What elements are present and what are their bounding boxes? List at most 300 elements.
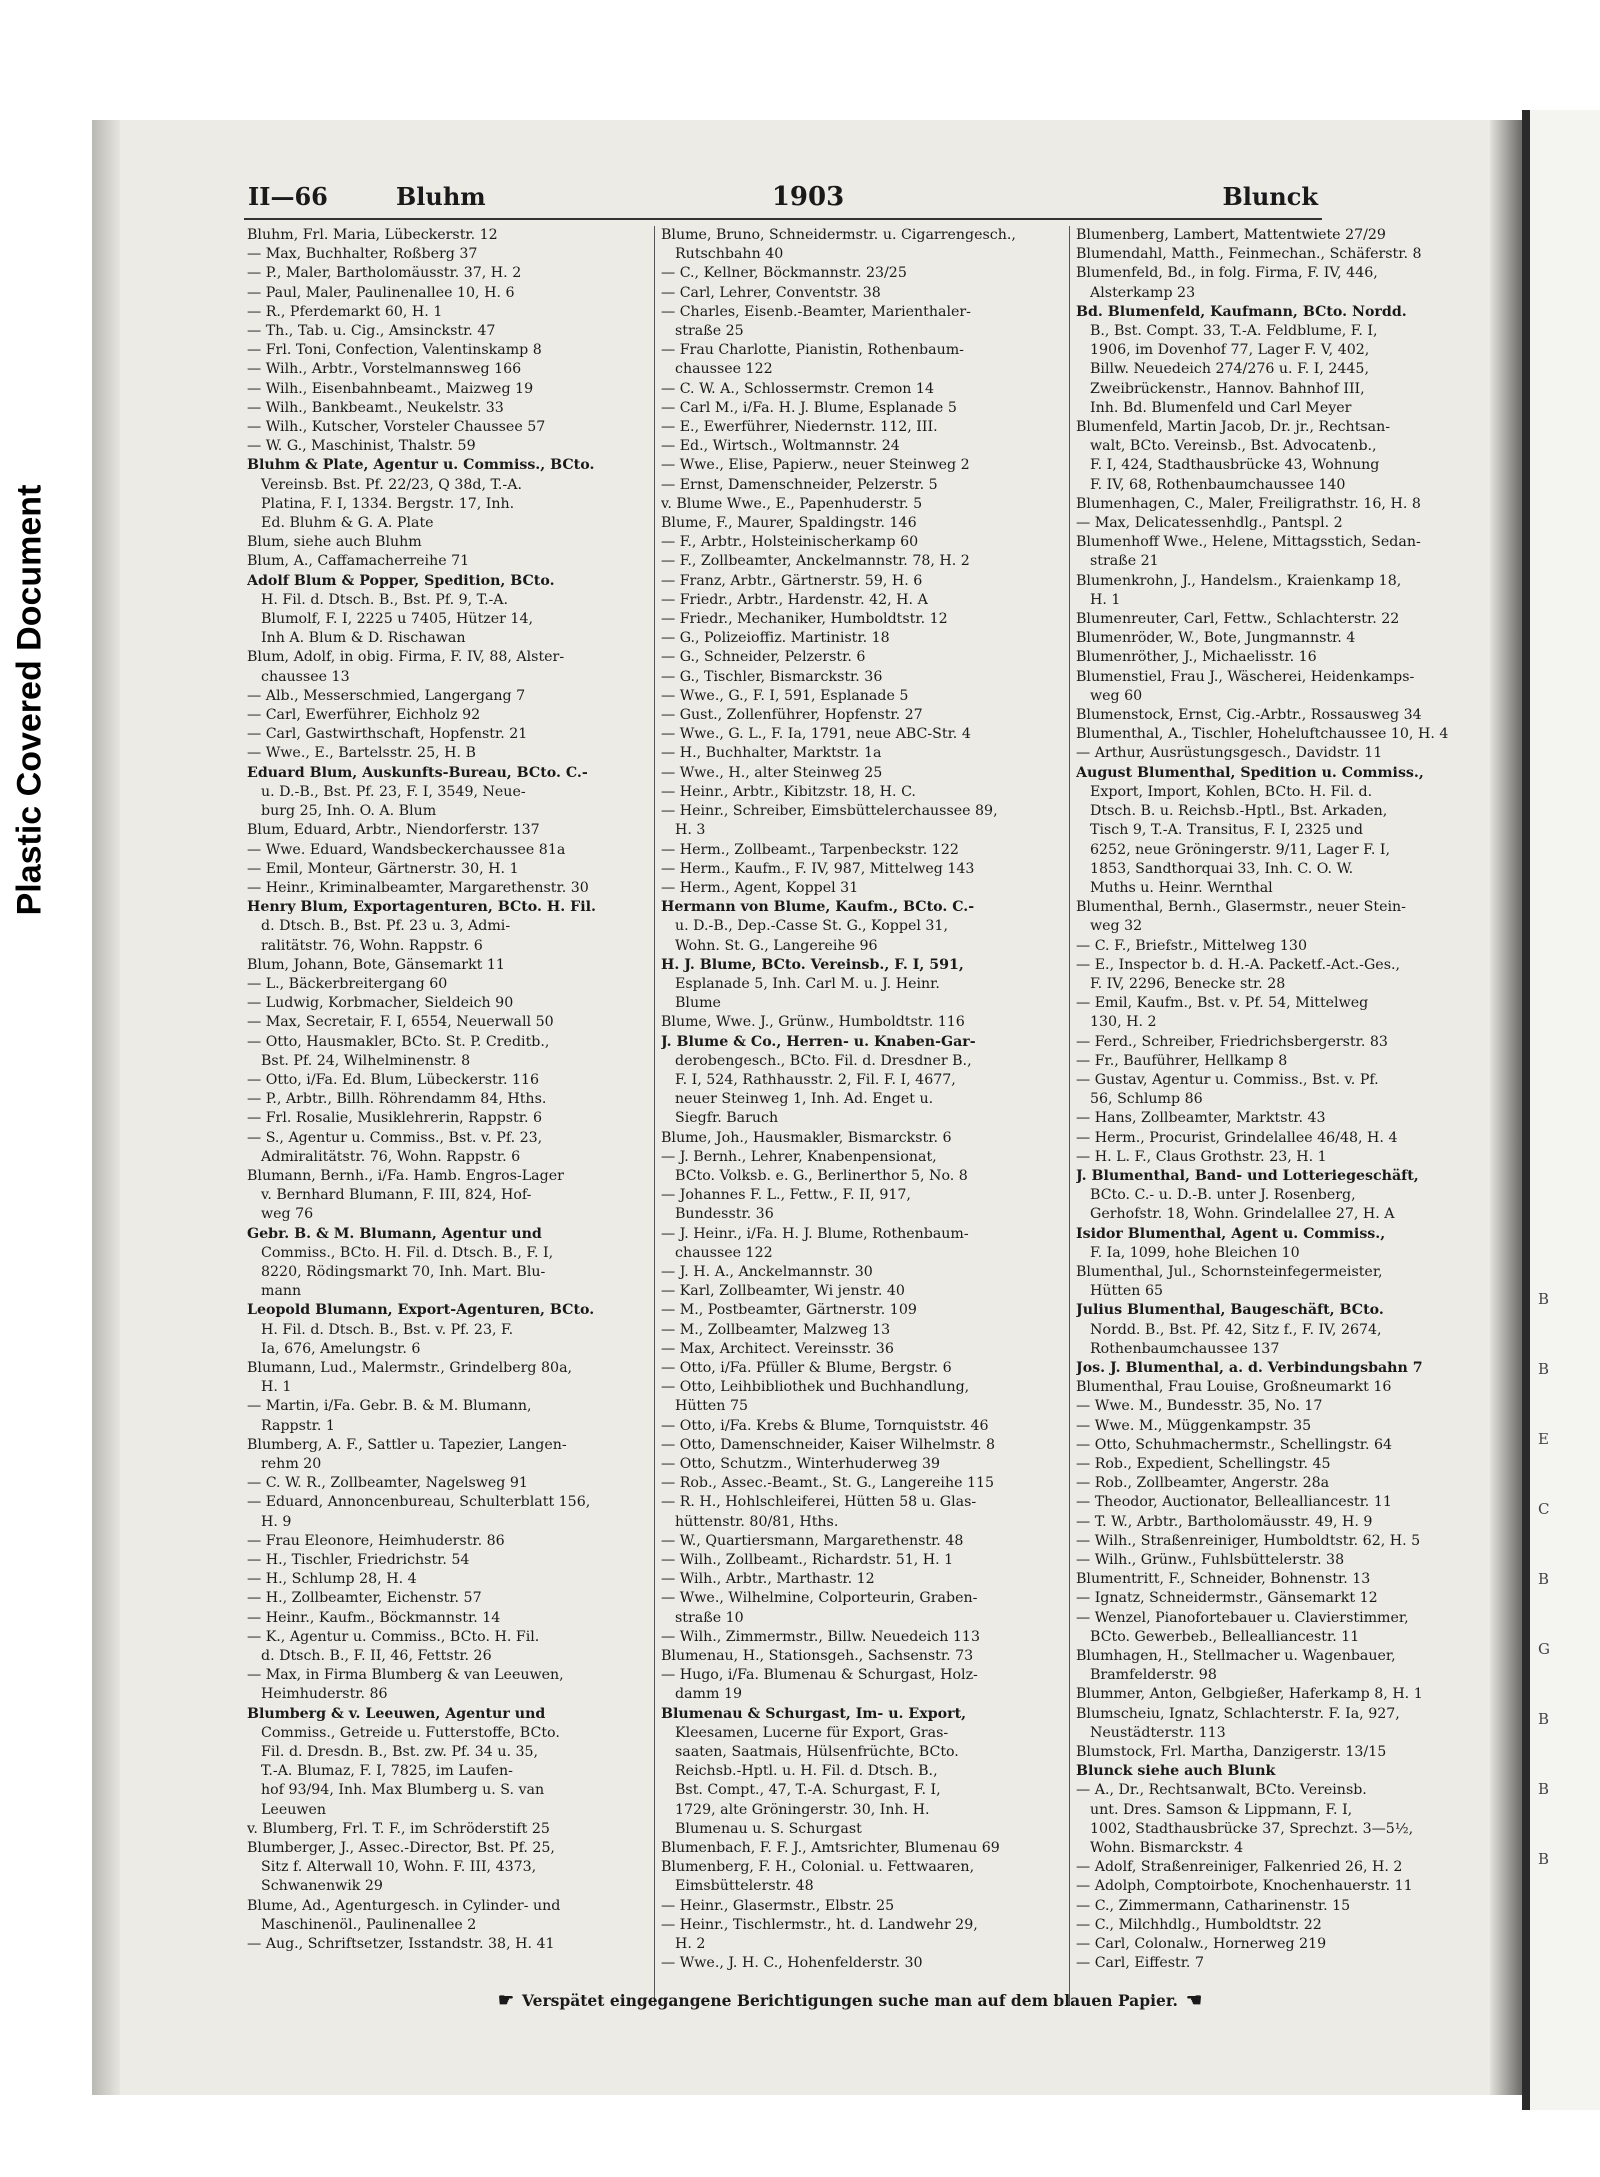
directory-line: Blum, Adolf, in obig. Firma, F. IV, 88, Alster- — [247, 649, 565, 666]
directory-line: — G., Polizeioffiz. Martinistr. 18 — [661, 630, 890, 647]
directory-line: — T. W., Arbtr., Bartholomäusstr. 49, H. 9 — [1076, 1513, 1373, 1530]
directory-line: — Heinr., Schreiber, Eimsbüttelerchaussee 89, — [661, 803, 998, 820]
directory-line: — Wilh., Arbtr., Vorstelmannsweg 166 — [247, 361, 522, 378]
next-page-fragment: E — [1538, 1430, 1549, 1448]
directory-line: — M., Zollbeamter, Malzweg 13 — [661, 1321, 891, 1338]
directory-line: 8220, Rödingsmarkt 70, Inh. Mart. Blu- — [261, 1263, 546, 1280]
directory-line: — Herm., Procurist, Grindelallee 46/48, H. 4 — [1076, 1129, 1398, 1146]
directory-line: — Emil, Kaufm., Bst. v. Pf. 54, Mittelweg — [1076, 995, 1369, 1012]
directory-line: Reichsb.-Hptl. u. H. Fil. d. Dtsch. B., — [675, 1763, 938, 1780]
directory-line: Blumenreuter, Carl, Fettw., Schlachterstr. 22 — [1076, 611, 1400, 628]
directory-line: — Aug., Schriftsetzer, Isstandstr. 38, H. 41 — [247, 1936, 555, 1953]
directory-line: — Arthur, Ausrüstungsgesch., Davidstr. 11 — [1076, 745, 1383, 762]
directory-line: — E., Ewerführer, Niedernstr. 112, III. — [661, 419, 938, 436]
directory-line: H. 1 — [261, 1379, 292, 1396]
directory-line: hof 93/94, Inh. Max Blumberg u. S. van — [261, 1782, 545, 1799]
directory-line: H. Fil. d. Dtsch. B., Bst. Pf. 9, T.-A. — [261, 591, 509, 608]
directory-line: Esplanade 5, Inh. Carl M. u. J. Heinr. — [675, 975, 940, 992]
directory-line: 1729, alte Gröningerstr. 30, Inh. H. — [675, 1801, 930, 1818]
directory-line: — H., Zollbeamter, Eichenstr. 57 — [247, 1590, 482, 1607]
directory-line: Blummer, Anton, Gelbgießer, Haferkamp 8, H. 1 — [1076, 1686, 1423, 1703]
directory-line: — Wwe., Elise, Papierw., neuer Steinweg 2 — [661, 457, 970, 474]
directory-line: Alsterkamp 23 — [1090, 284, 1196, 301]
directory-line: Blumenberg, F. H., Colonial. u. Fettwaaren, — [661, 1859, 975, 1876]
directory-line: — Frl. Toni, Confection, Valentinskamp 8 — [247, 342, 542, 359]
directory-line: — H., Buchhalter, Marktstr. 1a — [661, 745, 882, 762]
directory-line: chaussee 13 — [261, 668, 350, 685]
directory-line: Blunck siehe auch Blunk — [1076, 1763, 1276, 1780]
directory-line: H. 1 — [1090, 591, 1121, 608]
directory-line: — C. F., Briefstr., Mittelweg 130 — [1076, 937, 1307, 954]
directory-line: — Wwe. M., Bundesstr. 35, No. 17 — [1076, 1398, 1323, 1415]
directory-line: Blumenthal, A., Tischler, Hoheluftchaussee 10, H. 4 — [1076, 726, 1449, 743]
directory-line: saaten, Saatmais, Hülsenfrüchte, BCto. — [675, 1744, 959, 1761]
directory-line: H. 2 — [675, 1936, 706, 1953]
directory-line: — Wwe., H., alter Steinweg 25 — [661, 764, 883, 781]
directory-line: Blume, Bruno, Schneidermstr. u. Cigarrengesch., — [661, 227, 1016, 243]
directory-line: Neustädterstr. 113 — [1090, 1724, 1226, 1741]
directory-line: weg 76 — [261, 1206, 314, 1223]
directory-line: — Carl, Ewerführer, Eichholz 92 — [247, 707, 481, 724]
directory-line: — Otto, i/Fa. Krebs & Blume, Tornquiststr. 46 — [661, 1417, 989, 1434]
directory-line: — Adolph, Comptoirbote, Knochenhauerstr. 11 — [1076, 1878, 1413, 1895]
next-page-fragment: B — [1538, 1710, 1550, 1728]
directory-line: Rutschbahn 40 — [675, 246, 784, 263]
directory-line: Bst. Compt., 47, T.-A. Schurgast, F. I, — [675, 1782, 941, 1799]
directory-line: — Heinr., Tischlermstr., ht. d. Landwehr 29, — [661, 1916, 978, 1933]
directory-line: — C., Milchhdlg., Humboldtstr. 22 — [1076, 1916, 1322, 1933]
side-label-region — [0, 0, 60, 2177]
directory-line: Blumenthal, Jul., Schornsteinfegermeister, — [1076, 1263, 1383, 1280]
directory-line: — Otto, Damenschneider, Kaiser Wilhelmstr. 8 — [661, 1436, 996, 1453]
next-page-fragment: B — [1538, 1290, 1550, 1308]
directory-line: Tisch 9, T.-A. Transitus, F. I, 2325 und — [1090, 822, 1363, 839]
directory-line: — Rob., Expedient, Schellingstr. 45 — [1076, 1456, 1331, 1472]
directory-line: BCto. C.- u. D.-B. unter J. Rosenberg, — [1090, 1187, 1356, 1204]
directory-line: H. J. Blume, BCto. Vereinsb., F. I, 591, — [661, 956, 964, 973]
directory-line: — Frau Charlotte, Pianistin, Rothenbaum- — [661, 342, 964, 359]
directory-line: Adolf Blum & Popper, Spedition, BCto. — [247, 572, 555, 589]
directory-line: Inh. Bd. Blumenfeld und Carl Meyer — [1090, 399, 1352, 416]
directory-line: Blumhagen, H., Stellmacher u. Wagenbauer, — [1076, 1648, 1396, 1665]
directory-line: Maschinenöl., Paulinenallee 2 — [261, 1916, 477, 1933]
directory-line: Zweibrückenstr., Hannov. Bahnhof III, — [1090, 380, 1365, 397]
binding-strip — [1522, 110, 1530, 2110]
directory-line: — Friedr., Arbtr., Hardenstr. 42, H. A — [661, 591, 928, 608]
directory-line: — Wwe. M., Müggenkampstr. 35 — [1076, 1417, 1312, 1434]
directory-line: Blumann, Bernh., i/Fa. Hamb. Engros-Lager — [247, 1167, 564, 1184]
directory-line: — K., Agentur u. Commiss., BCto. H. Fil. — [247, 1628, 540, 1645]
directory-line: Platina, F. I, 1334. Bergstr. 17, Inh. — [261, 495, 515, 512]
directory-line: Jos. J. Blumenthal, a. d. Verbindungsbahn 7 — [1076, 1359, 1423, 1376]
directory-line: Bst. Pf. 24, Wilhelminenstr. 8 — [261, 1052, 471, 1069]
directory-line: straße 10 — [675, 1609, 744, 1626]
directory-line: Blumenbach, F. F. J., Amtsrichter, Blumenau 69 — [661, 1840, 1000, 1857]
header-year: 1903 — [771, 182, 845, 212]
directory-line: 130, H. 2 — [1090, 1014, 1157, 1031]
directory-line: 1002, Stadthausbrücke 37, Sprechzt. 3—5½, — [1090, 1820, 1414, 1837]
directory-line: Blumentritt, F., Schneider, Bohnenstr. 13 — [1076, 1571, 1371, 1588]
directory-line: August Blumenthal, Spedition u. Commiss., — [1076, 764, 1424, 781]
directory-line: Nordd. B., Bst. Pf. 42, Sitz f., F. IV, 2674, — [1090, 1321, 1382, 1338]
directory-line: walt, BCto. Vereinsb., Bst. Advocatenb., — [1090, 438, 1377, 455]
directory-line: — Ignatz, Schneidermstr., Gänsemarkt 12 — [1076, 1590, 1378, 1607]
directory-line: hüttenstr. 80/81, Hths. — [675, 1513, 839, 1530]
directory-line: 6252, neue Gröningerstr. 9/11, Lager F. I, — [1090, 841, 1390, 858]
directory-line: — Herm., Zollbeamt., Tarpenbeckstr. 122 — [661, 841, 959, 858]
directory-line: Blumenthal, Frau Louise, Großneumarkt 16 — [1076, 1379, 1392, 1396]
directory-line: F. I, 524, Rathhausstr. 2, Fil. F. I, 4677, — [675, 1071, 956, 1088]
directory-line: — Max, Secretair, F. I, 6554, Neuerwall 50 — [247, 1014, 554, 1031]
pointing-hand-icon: ☚ — [1185, 1990, 1203, 2011]
directory-line: — Wilh., Grünw., Fuhlsbüttelerstr. 38 — [1076, 1552, 1345, 1569]
directory-line: Admiralitätstr. 76, Wohn. Rappstr. 6 — [261, 1148, 521, 1165]
next-page-edge — [1522, 110, 1600, 2110]
directory-line: Blumenröther, J., Michaelisstr. 16 — [1076, 649, 1317, 666]
pointing-hand-icon: ☛ — [497, 1990, 515, 2011]
directory-line: — F., Arbtr., Holsteinischerkamp 60 — [661, 534, 919, 551]
directory-line: d. Dtsch. B., F. II, 46, Fettstr. 26 — [261, 1648, 492, 1665]
directory-line: — Martin, i/Fa. Gebr. B. & M. Blumann, — [247, 1398, 532, 1415]
directory-line: Blum, Johann, Bote, Gänsemarkt 11 — [247, 956, 505, 973]
directory-line: — Wilh., Bankbeamt., Neukelstr. 33 — [247, 399, 504, 416]
page-number: II—66 — [248, 182, 328, 211]
directory-line: Blumenstock, Ernst, Cig.-Arbtr., Rossausweg 34 — [1076, 707, 1422, 724]
directory-line: Bluhm & Plate, Agentur u. Commiss., BCto. — [247, 457, 595, 474]
directory-line: — C. W. R., Zollbeamter, Nagelsweg 91 — [247, 1475, 528, 1492]
directory-line: H. 9 — [261, 1513, 292, 1530]
directory-line: weg 32 — [1090, 918, 1143, 935]
directory-line: — Wenzel, Pianofortebauer u. Clavierstimmer, — [1076, 1609, 1409, 1626]
directory-line: F. IV, 68, Rothenbaumchaussee 140 — [1090, 476, 1346, 493]
directory-line: Blumscheiu, Ignatz, Schlachterstr. F. Ia, 927, — [1076, 1705, 1400, 1722]
directory-line: — Paul, Maler, Paulinenallee 10, H. 6 — [247, 284, 515, 301]
directory-line: Gebr. B. & M. Blumann, Agentur und — [247, 1225, 542, 1242]
directory-line: Eimsbüttelerstr. 48 — [675, 1878, 814, 1895]
directory-line: Isidor Blumenthal, Agent u. Commiss., — [1076, 1225, 1386, 1242]
directory-line: — Franz, Arbtr., Gärtnerstr. 59, H. 6 — [661, 572, 923, 589]
next-page-fragment: B — [1538, 1850, 1550, 1868]
directory-line: — Rob., Assec.-Beamt., St. G., Langereihe 115 — [661, 1475, 995, 1492]
directory-line: v. Blumberg, Frl. T. F., im Schröderstift 25 — [247, 1820, 550, 1837]
directory-line: derobengesch., BCto. Fil. d. Dresdner B., — [675, 1052, 972, 1069]
directory-line: Wohn. St. G., Langereihe 96 — [675, 937, 878, 954]
directory-line: — W. G., Maschinist, Thalstr. 59 — [247, 438, 476, 455]
directory-line: — Carl, Colonalw., Hornerweg 219 — [1076, 1936, 1327, 1953]
directory-line: — Wwe., G. L., F. Ia, 1791, neue ABC-Str. 4 — [661, 726, 971, 743]
directory-line: mann — [261, 1283, 302, 1300]
directory-line: — Herm., Agent, Koppel 31 — [661, 879, 859, 896]
directory-line: Rappstr. 1 — [261, 1417, 335, 1434]
directory-line: — Frl. Rosalie, Musiklehrerin, Rappstr. 6 — [247, 1110, 543, 1127]
directory-line: — J. H. A., Anckelmannstr. 30 — [661, 1263, 873, 1280]
directory-line: — C. W. A., Schlossermstr. Cremon 14 — [661, 380, 934, 397]
directory-line: Blum, siehe auch Bluhm — [247, 534, 422, 551]
directory-line: — Max, in Firma Blumberg & van Leeuwen, — [247, 1667, 564, 1684]
directory-line: Ia, 676, Amelungstr. 6 — [261, 1340, 421, 1357]
directory-line: Kleesamen, Lucerne für Export, Gras- — [675, 1724, 949, 1741]
directory-line: — Adolf, Straßenreiniger, Falkenried 26, H. 2 — [1076, 1859, 1403, 1876]
directory-line: Siegfr. Baruch — [675, 1110, 779, 1127]
directory-line: ralitätstr. 76, Wohn. Rappstr. 6 — [261, 937, 483, 954]
header-rule — [244, 218, 1322, 220]
directory-line: Blumenhoff Wwe., Helene, Mittagsstich, Sedan- — [1076, 534, 1421, 551]
directory-line: — Wwe., Wilhelmine, Colporteurin, Graben- — [661, 1590, 978, 1607]
directory-line: Commiss., Getreide u. Futterstoffe, BCto. — [261, 1724, 560, 1741]
directory-line: Blumenfeld, Bd., in folg. Firma, F. IV, 446, — [1076, 265, 1378, 282]
directory-line: Bluhm, Frl. Maria, Lübeckerstr. 12 — [247, 227, 498, 243]
directory-line: — Heinr., Arbtr., Kibitzstr. 18, H. C. — [661, 783, 916, 800]
directory-line: F. I, 424, Stadthausbrücke 43, Wohnung — [1090, 457, 1380, 474]
header-left-word: Bluhm — [396, 182, 486, 211]
directory-line: Blumstock, Frl. Martha, Danzigerstr. 13/15 — [1076, 1744, 1387, 1761]
directory-line: — Max, Architect. Vereinsstr. 36 — [661, 1340, 894, 1357]
directory-line: Schwanenwik 29 — [261, 1878, 383, 1895]
directory-line: Blumberg, A. F., Sattler u. Tapezier, Langen- — [247, 1436, 567, 1453]
directory-line: straße 21 — [1090, 553, 1159, 570]
directory-line: — Wwe., J. H. C., Hohenfelderstr. 30 — [661, 1955, 923, 1972]
directory-line: — Ludwig, Korbmacher, Sieldeich 90 — [247, 995, 514, 1012]
directory-line: J. Blumenthal, Band- und Lotteriegeschäft, — [1076, 1167, 1419, 1184]
directory-line: Blumenfeld, Martin Jacob, Dr. jr., Rechtsan- — [1076, 419, 1391, 436]
directory-line: Blumberg & v. Leeuwen, Agentur und — [247, 1705, 546, 1722]
directory-line: — H., Schlump 28, H. 4 — [247, 1571, 417, 1588]
directory-line: Blumenau & Schurgast, Im- u. Export, — [661, 1705, 967, 1722]
directory-line: BCto. Volksb. e. G., Berlinerthor 5, No. 8 — [675, 1167, 968, 1184]
directory-line: — P., Maler, Bartholomäusstr. 37, H. 2 — [247, 265, 522, 282]
directory-line: Fil. d. Dresdn. B., Bst. zw. Pf. 34 u. 35, — [261, 1744, 539, 1761]
directory-line: Blum, A., Caffamacherreihe 71 — [247, 553, 470, 570]
directory-line: — C., Zimmermann, Catharinenstr. 15 — [1076, 1897, 1351, 1914]
directory-line: — Wilh., Kutscher, Vorsteler Chaussee 57 — [247, 419, 546, 436]
directory-line: chaussee 122 — [675, 1244, 773, 1261]
directory-line: neuer Steinweg 1, Inh. Ad. Enget u. — [675, 1091, 934, 1108]
directory-line: chaussee 122 — [675, 361, 773, 378]
directory-line: — A., Dr., Rechtsanwalt, BCto. Vereinsb. — [1076, 1782, 1367, 1799]
directory-line: Leopold Blumann, Export-Agenturen, BCto. — [247, 1302, 595, 1319]
directory-line: H. 3 — [675, 822, 706, 839]
directory-line: Henry Blum, Exportagenturen, BCto. H. Fil. — [247, 899, 596, 916]
page-header — [248, 182, 1318, 216]
directory-line: 1853, Sandthorquai 33, Inh. C. O. W. — [1090, 860, 1354, 877]
directory-line: Blumberger, J., Assec.-Director, Bst. Pf. 25, — [247, 1840, 555, 1857]
directory-line: — Th., Tab. u. Cig., Amsinckstr. 47 — [247, 323, 496, 340]
directory-line: — Rob., Zollbeamter, Angerstr. 28a — [1076, 1475, 1330, 1492]
directory-line: — M., Postbeamter, Gärtnerstr. 109 — [661, 1302, 917, 1319]
directory-line: — Gustav, Agentur u. Commiss., Bst. v. Pf. — [1076, 1071, 1379, 1088]
directory-line: straße 25 — [675, 323, 744, 340]
next-page-fragment: C — [1538, 1500, 1550, 1518]
directory-line: B., Bst. Compt. 33, T.-A. Feldblume, F. I, — [1090, 323, 1378, 340]
directory-line: — E., Inspector b. d. H.-A. Packetf.-Act.-Ges., — [1076, 956, 1400, 973]
directory-line: — Heinr., Kriminalbeamter, Margarethenstr. 30 — [247, 879, 589, 896]
directory-line: — S., Agentur u. Commiss., Bst. v. Pf. 23, — [247, 1129, 543, 1146]
directory-line: — Friedr., Mechaniker, Humboldtstr. 12 — [661, 611, 948, 628]
column-divider-1 — [654, 226, 655, 2006]
directory-line: Blumenhagen, C., Maler, Freiligrathstr. 16, H. 8 — [1076, 495, 1421, 512]
directory-line: T.-A. Blumaz, F. I, 7825, im Laufen- — [261, 1763, 513, 1780]
directory-line: Ed. Bluhm & G. A. Plate — [261, 515, 434, 532]
directory-line: Blumendahl, Matth., Feinmechan., Schäferstr. 8 — [1076, 246, 1422, 263]
directory-line: rehm 20 — [261, 1456, 322, 1472]
directory-line: — Max, Buchhalter, Roßberg 37 — [247, 246, 478, 263]
directory-line: Blumenstiel, Frau J., Wäscherei, Heidenkamps- — [1076, 668, 1415, 685]
directory-line: — Wwe. Eduard, Wandsbeckerchaussee 81a — [247, 841, 566, 858]
directory-line: d. Dtsch. B., Bst. Pf. 23 u. 3, Admi- — [261, 918, 511, 935]
directory-line: Inh A. Blum & D. Rischawan — [261, 630, 466, 647]
page-shadow-left — [92, 120, 120, 2095]
directory-line: — Otto, i/Fa. Pfüller & Blume, Bergstr. 6 — [661, 1359, 952, 1376]
directory-line: — Gust., Zollenführer, Hopfenstr. 27 — [661, 707, 923, 724]
directory-line: — Johannes F. L., Fettw., F. II, 917, — [661, 1187, 911, 1204]
directory-line: v. Bernhard Blumann, F. III, 824, Hof- — [261, 1187, 532, 1204]
directory-line: — Carl, Eiffestr. 7 — [1076, 1955, 1204, 1972]
page-shadow-right — [1490, 120, 1522, 2095]
directory-line: — Wilh., Eisenbahnbeamt., Maizweg 19 — [247, 380, 534, 397]
directory-line: Blume — [675, 995, 721, 1012]
directory-line: unt. Dres. Samson & Lippmann, F. I, — [1090, 1801, 1353, 1818]
directory-line: — W., Quartiersmann, Margarethenstr. 48 — [661, 1532, 964, 1549]
directory-line: — Frau Eleonore, Heimhuderstr. 86 — [247, 1532, 505, 1549]
directory-line: — Karl, Zollbeamter, Wi jenstr. 40 — [661, 1283, 905, 1300]
directory-line: — Otto, Schuhmachermstr., Schellingstr. 64 — [1076, 1436, 1393, 1453]
directory-line: Blume, F., Maurer, Spaldingstr. 146 — [661, 515, 917, 532]
directory-line: Blumenau u. S. Schurgast — [675, 1820, 862, 1837]
directory-line: Wohn. Bismarckstr. 4 — [1090, 1840, 1244, 1857]
directory-line: — Otto, Hausmakler, BCto. St. P. Creditb., — [247, 1033, 550, 1050]
directory-line: — Otto, Schutzm., Winterhuderweg 39 — [661, 1456, 940, 1472]
directory-line: Heimhuderstr. 86 — [261, 1686, 388, 1703]
directory-line: Blume, Ad., Agenturgesch. in Cylinder- und — [247, 1897, 561, 1914]
directory-line: Bramfelderstr. 98 — [1090, 1667, 1217, 1684]
directory-line: — J. Bernh., Lehrer, Knabenpensionat, — [661, 1148, 937, 1165]
directory-line: — R. H., Hohlschleiferei, Hütten 58 u. Glas- — [661, 1494, 977, 1511]
directory-line: — Max, Delicatessenhdlg., Pantspl. 2 — [1076, 515, 1343, 532]
directory-line: — Hans, Zollbeamter, Marktstr. 43 — [1076, 1110, 1326, 1127]
directory-line: — G., Tischler, Bismarckstr. 36 — [661, 668, 883, 685]
directory-line: — Eduard, Annoncenbureau, Schulterblatt 156, — [247, 1494, 591, 1511]
directory-line: Hütten 75 — [675, 1398, 749, 1415]
directory-line: — Theodor, Auctionator, Bellealliancestr. 11 — [1076, 1494, 1392, 1511]
directory-line: 1906, im Dovenhof 77, Lager F. V, 402, — [1090, 342, 1370, 359]
directory-line: v. Blume Wwe., E., Papenhuderstr. 5 — [661, 495, 923, 512]
directory-line: burg 25, Inh. O. A. Blum — [261, 803, 437, 820]
footer-note: Verspätet eingegangene Berichtigungen suche man auf dem blauen Papier. — [522, 1991, 1178, 2010]
directory-line: u. D.-B., Bst. Pf. 23, F. I, 3549, Neue- — [261, 783, 526, 800]
directory-line: Blum, Eduard, Arbtr., Niendorferstr. 137 — [247, 822, 540, 839]
directory-line: — Wwe., G., F. I, 591, Esplanade 5 — [661, 687, 909, 704]
directory-line: — Herm., Kaufm., F. IV, 987, Mittelweg 143 — [661, 860, 975, 877]
directory-line: 56, Schlump 86 — [1090, 1091, 1203, 1108]
directory-line: Blumenröder, W., Bote, Jungmannstr. 4 — [1076, 630, 1356, 647]
directory-line: Billw. Neuedeich 274/276 u. F. I, 2445, — [1090, 361, 1369, 378]
directory-line: — Wilh., Straßenreiniger, Humboldtstr. 62, H. 5 — [1076, 1532, 1421, 1549]
directory-line: Julius Blumenthal, Baugeschäft, BCto. — [1076, 1302, 1384, 1319]
directory-line: — Carl, Lehrer, Conventstr. 38 — [661, 284, 881, 301]
directory-line: Blumann, Lud., Malermstr., Grindelberg 80a, — [247, 1359, 573, 1376]
directory-line: Commiss., BCto. H. Fil. d. Dtsch. B., F. I, — [261, 1244, 554, 1261]
directory-line: Bd. Blumenfeld, Kaufmann, BCto. Nordd. — [1076, 303, 1407, 320]
directory-line: Blumenberg, Lambert, Mattentwiete 27/29 — [1076, 227, 1386, 243]
directory-line: — Wilh., Arbtr., Marthastr. 12 — [661, 1571, 875, 1588]
directory-line: — P., Arbtr., Billh. Röhrendamm 84, Hths. — [247, 1091, 547, 1108]
next-page-fragment: B — [1538, 1360, 1550, 1378]
directory-line: Export, Import, Kohlen, BCto. H. Fil. d. — [1090, 783, 1373, 800]
directory-line: F. Ia, 1099, hohe Bleichen 10 — [1090, 1244, 1300, 1261]
directory-line: u. D.-B., Dep.-Casse St. G., Koppel 31, — [675, 918, 948, 935]
directory-line: damm 19 — [675, 1686, 743, 1703]
directory-line: — Heinr., Glasermstr., Elbstr. 25 — [661, 1897, 895, 1914]
directory-line: J. Blume & Co., Herren- u. Knaben-Gar- — [661, 1033, 976, 1050]
directory-line: — C., Kellner, Böckmannstr. 23/25 — [661, 265, 907, 282]
directory-line: — Hugo, i/Fa. Blumenau & Schurgast, Holz- — [661, 1667, 978, 1684]
directory-line: — Ed., Wirtsch., Woltmannstr. 24 — [661, 438, 900, 455]
directory-line: F. IV, 2296, Benecke str. 28 — [1090, 975, 1286, 992]
column-1 — [247, 226, 647, 1954]
column-divider-2 — [1069, 226, 1070, 2006]
directory-line: Blume, Wwe. J., Grünw., Humboldtstr. 116 — [661, 1014, 965, 1031]
directory-line: — Ernst, Damenschneider, Pelzerstr. 5 — [661, 476, 938, 493]
directory-line: — Otto, Leihbibliothek und Buchhandlung, — [661, 1379, 970, 1396]
directory-line: Hermann von Blume, Kaufm., BCto. C.- — [661, 899, 975, 916]
directory-line: Gerhofstr. 18, Wohn. Grindelallee 27, H. A — [1090, 1206, 1395, 1223]
column-2 — [661, 226, 1061, 1973]
next-page-fragment: B — [1538, 1780, 1550, 1798]
directory-line: Blumenkrohn, J., Handelsm., Kraienkamp 18, — [1076, 572, 1402, 589]
directory-line: Blumolf, F. I, 2225 u 7405, Hützer 14, — [261, 611, 533, 628]
directory-line: — Carl M., i/Fa. H. J. Blume, Esplanade 5 — [661, 399, 957, 416]
directory-line: — Heinr., Kaufm., Böckmannstr. 14 — [247, 1609, 501, 1626]
page-footer — [470, 1990, 1230, 2011]
directory-line: Muths u. Heinr. Wernthal — [1090, 879, 1273, 896]
directory-line: H. Fil. d. Dtsch. B., Bst. v. Pf. 23, F. — [261, 1321, 514, 1338]
directory-line: — Charles, Eisenb.-Beamter, Marienthaler- — [661, 303, 971, 320]
directory-line: — Ferd., Schreiber, Friedrichsbergerstr. 83 — [1076, 1033, 1388, 1050]
directory-line: weg 60 — [1090, 687, 1143, 704]
directory-line: Bundesstr. 36 — [675, 1206, 774, 1223]
directory-line: Blumenthal, Bernh., Glasermstr., neuer Stein- — [1076, 899, 1406, 916]
column-3 — [1076, 226, 1476, 1973]
directory-line: — R., Pferdemarkt 60, H. 1 — [247, 303, 443, 320]
header-right-word: Blunck — [1222, 182, 1318, 211]
directory-line: Blumenau, H., Stationsgeh., Sachsenstr. 73 — [661, 1648, 974, 1665]
directory-line: — Carl, Gastwirthschaft, Hopfenstr. 21 — [247, 726, 528, 743]
directory-line: BCto. Gewerbeb., Bellealliancestr. 11 — [1090, 1628, 1360, 1645]
directory-line: Blume, Joh., Hausmakler, Bismarckstr. 6 — [661, 1129, 952, 1146]
directory-line: Dtsch. B. u. Reichsb.-Hptl., Bst. Arkaden, — [1090, 803, 1388, 820]
next-page-fragment: B — [1538, 1570, 1550, 1588]
directory-line: Rothenbaumchaussee 137 — [1090, 1340, 1280, 1357]
directory-line: — Emil, Monteur, Gärtnerstr. 30, H. 1 — [247, 860, 519, 877]
directory-line: Hütten 65 — [1090, 1283, 1164, 1300]
directory-line: — Wwe., E., Bartelsstr. 25, H. B — [247, 745, 476, 762]
directory-line: — Alb., Messerschmied, Langergang 7 — [247, 687, 526, 704]
directory-line: — F., Zollbeamter, Anckelmannstr. 78, H. 2 — [661, 553, 970, 570]
directory-line: — H. L. F., Claus Grothstr. 23, H. 1 — [1076, 1148, 1327, 1165]
directory-line: — Wilh., Zimmermstr., Billw. Neuedeich 113 — [661, 1628, 980, 1645]
directory-line: Eduard Blum, Auskunfts-Bureau, BCto. C.- — [247, 764, 588, 781]
directory-line: — J. Heinr., i/Fa. H. J. Blume, Rothenbaum- — [661, 1225, 969, 1242]
directory-line: — Otto, i/Fa. Ed. Blum, Lübeckerstr. 116 — [247, 1071, 540, 1088]
directory-line: — Wilh., Zollbeamt., Richardstr. 51, H. 1 — [661, 1552, 954, 1569]
side-label-text: Plastic Covered Document — [10, 484, 49, 916]
directory-line: — G., Schneider, Pelzerstr. 6 — [661, 649, 866, 666]
directory-line: Sitz f. Alterwall 10, Wohn. F. III, 4373, — [261, 1859, 537, 1876]
directory-line: — L., Bäckerbreitergang 60 — [247, 975, 448, 992]
directory-line: — Fr., Bauführer, Hellkamp 8 — [1076, 1052, 1288, 1069]
directory-line: Vereinsb. Bst. Pf. 22/23, Q 38d, T.-A. — [261, 476, 522, 493]
next-page-fragment: G — [1538, 1640, 1550, 1658]
